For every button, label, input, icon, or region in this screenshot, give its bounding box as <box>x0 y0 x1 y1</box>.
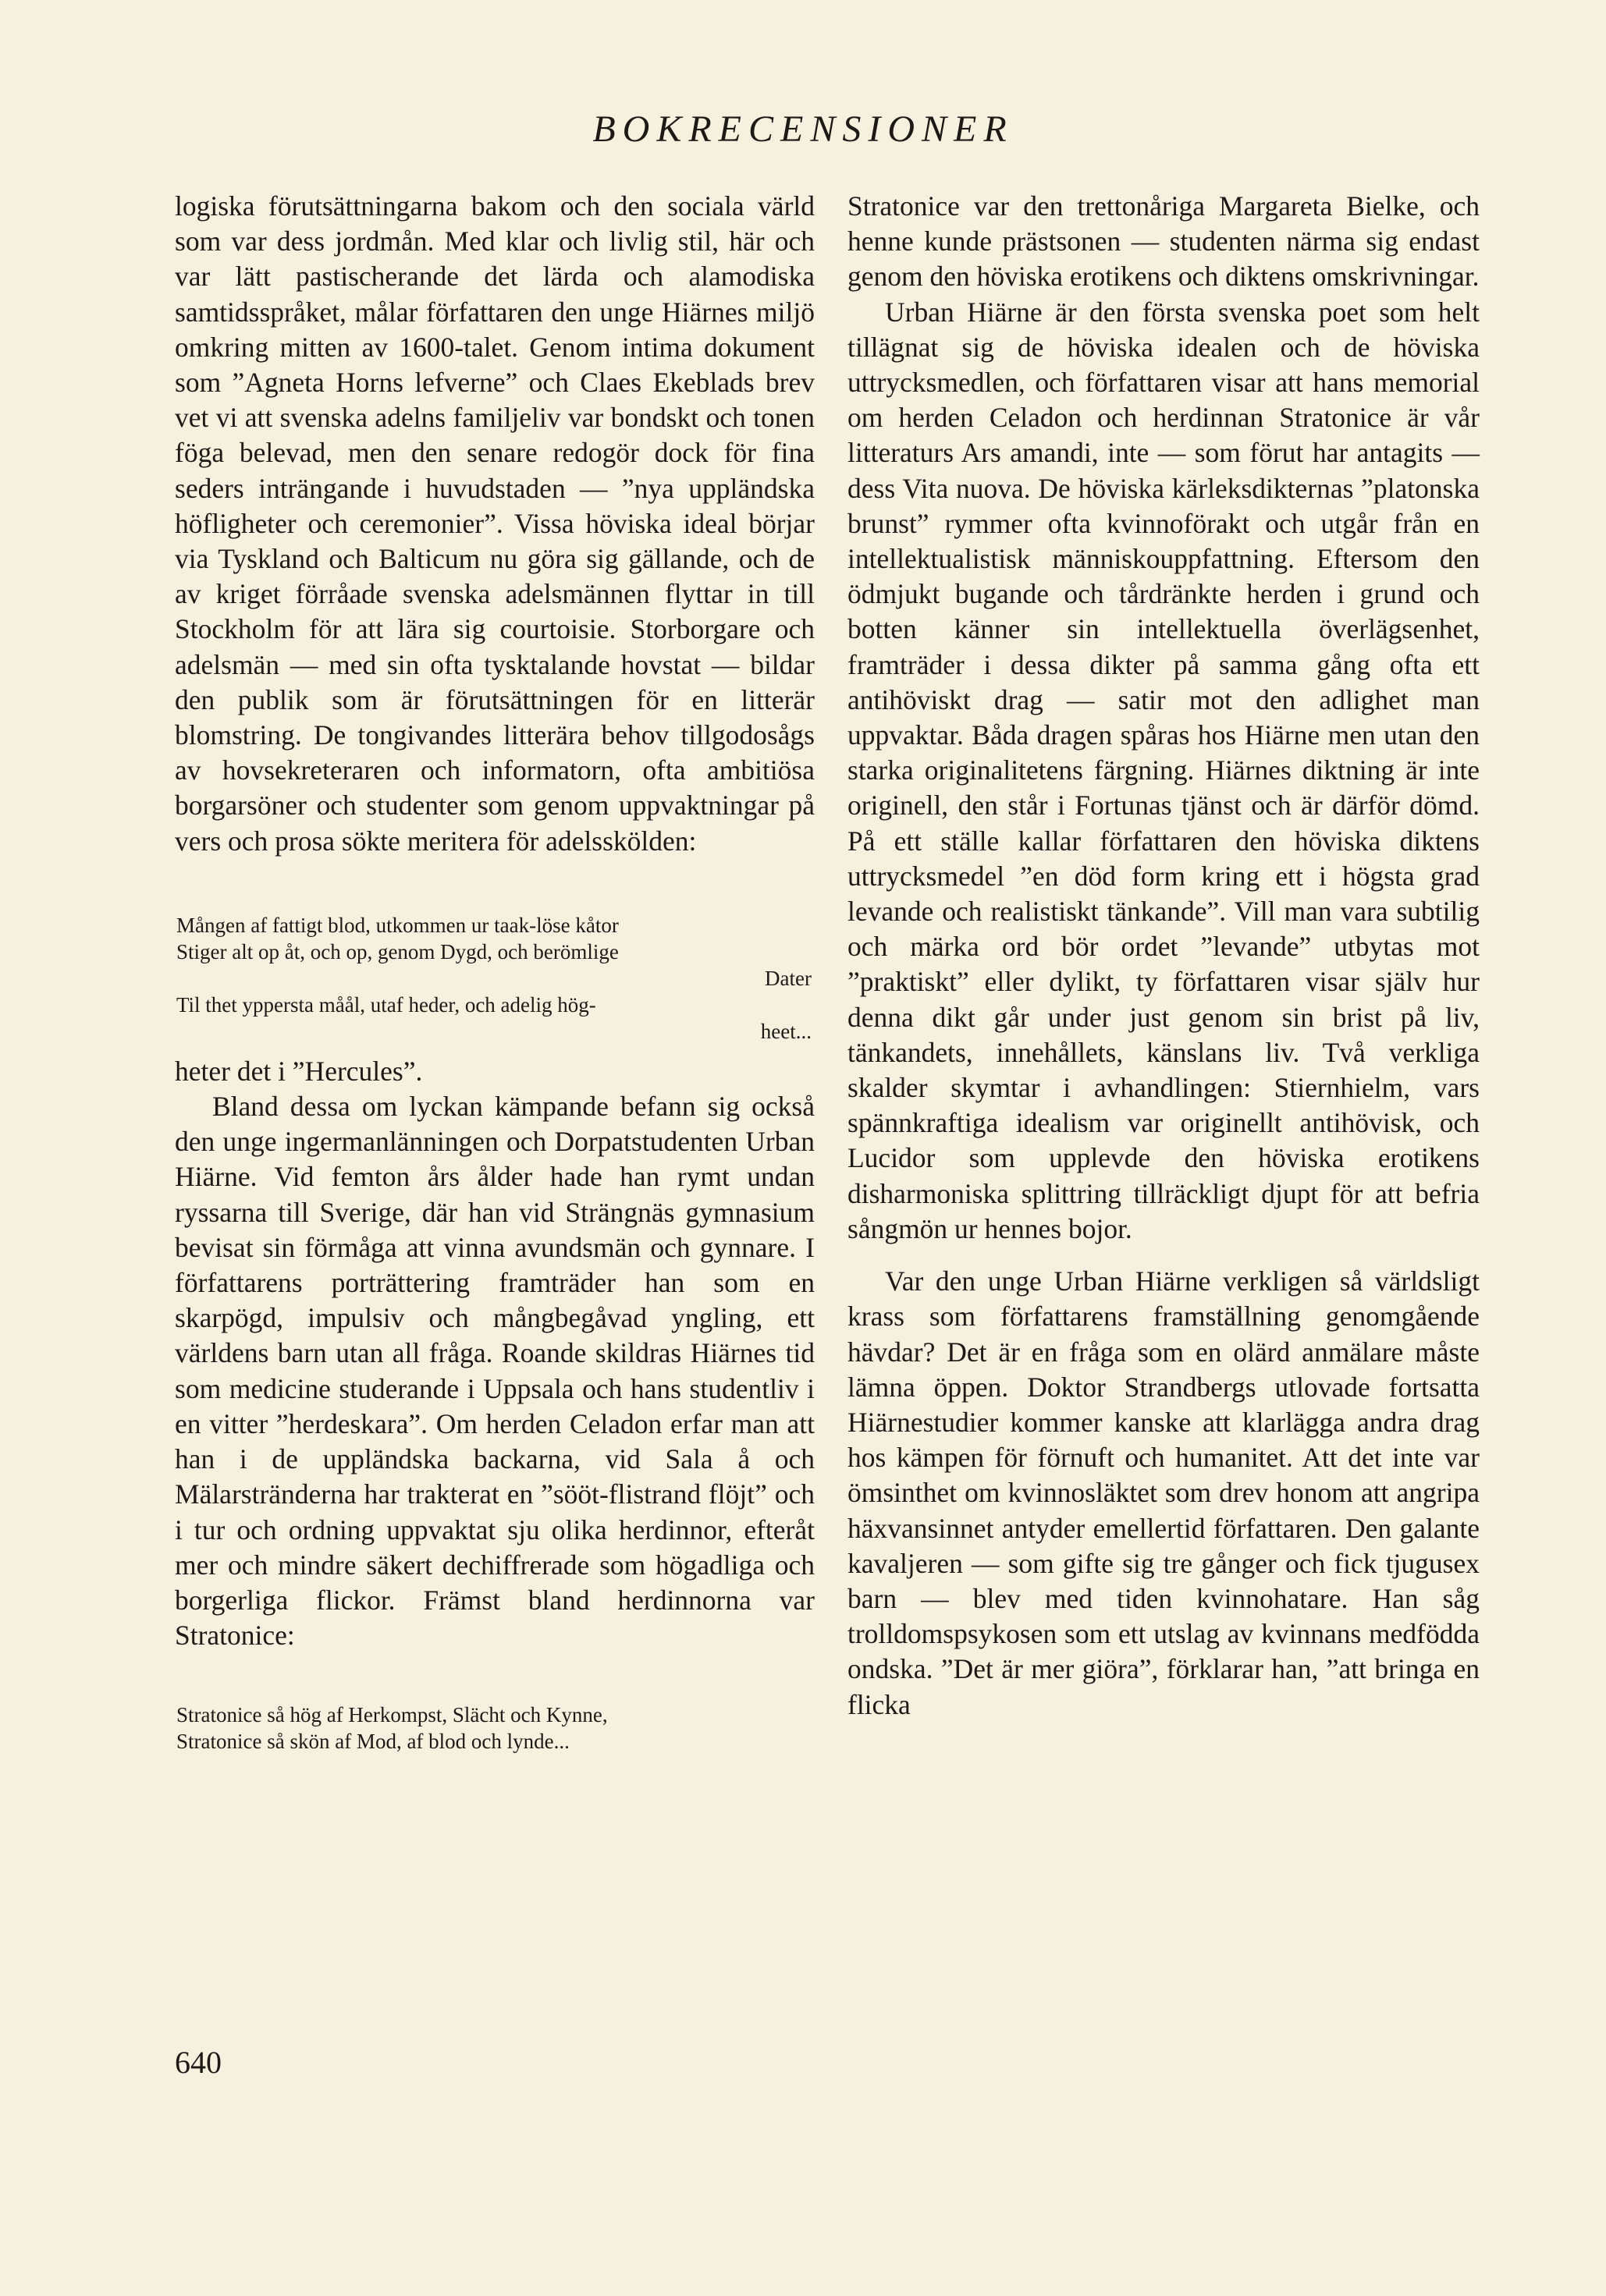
page-number: 640 <box>175 2045 222 2080</box>
paragraph: Bland dessa om lyckan kämpande befann sig också den unge ingermanlänningen och Dorpatstudenten Urban Hiärne. Vid femton års ålder hade han rymt undan ryssarna till Sverige, där han vid Strängnäs gymnasium bevisat sin förmåga att vinna avundsmän och gynnare. I författarens porträttering framträder han som en skarpögd, impulsiv och mångbegåvad yngling, ett världens barn utan all fråga. Roande skildras Hiärnes tid som medicine studerande i Uppsala och hans studentliv i en vitter ”herdeskara”. Om herden Celadon erfar man att han i de uppländska backarna, vid Sala å och Mälarstränderna har trakterat en ”sööt-flistrand flöjt” och i tur och ordning uppvaktat sju olika herdinnor, efteråt mer och mindre säkert dechiffrerade som högadliga och borgerliga flickor. Främst bland herdinnorna var Stratonice: <box>175 1091 815 1652</box>
verse-line: Mången af fattigt blod, utkommen ur taak-löse kåtor <box>176 913 619 937</box>
paragraph: Urban Hiärne är den första svenska poet som helt tillägnat sig de höviska idealen och de höviska uttrycksmedlen, och författaren visar att hans memorial om herden Celadon och herdinnan Stratonice är vår litteraturs Ars amandi, inte — som förut har antagits — dess Vita nuova. De höviska kärleksdikternas ”platonska brunst” rymmer ofta kvinnoförakt och utgår från en intellektualistisk människouppfattning. Eftersom den ödmjukt bugande och tårdränkte herden i grund och botten känner sin intellektuella överlägsenhet, framträder i dessa dikter på samma gång ofta ett antihöviskt drag — satir mot den adlighet man uppvaktar. Båda dragen spåras hos Hiärne men utan den starka originalitetens färgning. Hiärnes diktning är inte originell, den står i Fortunas tjänst och är därför dömd. På ett ställe kallar författaren den höviska diktens uttrycksmedel ”en död form kring ett i högsta grad levande och realistiskt tänkande”. Vill man vara subtilig och märka ord bör ordet ”levande” utbytas mot ”praktiskt” eller dylikt, ty författaren visar själv hur denna dikt går under just genom sin brist på liv, tänkandets, innehållets, känslans liv. Två verkliga skalder skymtar i avhandlingen: Stiernhielm, vars spännkraftiga idealism var originellt antihövisk, och Lucidor som upplevde den höviska erotikens disharmoniska splittring tillräckligt djupt för att befria sångmön ur hennes bojor. <box>847 296 1480 1244</box>
verse-line-continuation: Dater <box>765 966 812 990</box>
verse-line: Til thet yppersta måål, utaf heder, och adelig hög- <box>176 992 596 1017</box>
verse-line: Stiger alt op åt, och op, genom Dygd, och berömlige <box>176 939 619 963</box>
left-column <box>175 189 815 1764</box>
verse-line: Stratonice så hög af Herkompst, Slächt och Kynne, <box>176 1703 608 1727</box>
paragraph: logiska förutsättningarna bakom och den sociala värld som var dess jordmån. Med klar och livlig stil, här och var lätt pastischerande det lärda och alamodiska samtidsspråket, målar författaren den unge Hiärnes miljö omkring mitten av 1600-talet. Genom intima dokument som ”Agneta Horns lefverne” och Claes Ekeblads brev vet vi att svenska adelns familjeliv var bondskt och tonen föga belevad, men den senare redogör dock för fina seders inträngande i huvudstaden — ”nya uppländska höfligheter och ceremonier”. Vissa höviska ideal börjar via Tyskland och Balticum nu göra sig gällande, och de av kriget förråade svenska adelsmännen flyttar in till Stockholm för att lära sig courtoisie. Storborgare och adelsmän — med sin ofta tysktalande hovstat — bildar den publik som är förutsättningen för en litterär blomstring. De tongivandes litterära behov tillgodosågs av hovsekreteraren och informatorn, ofta ambitiösa borgarsöner och studenter som genom uppvaktningar på vers och prosa sökte meritera för adelsskölden: <box>175 190 815 857</box>
verse-line-continuation: heet... <box>760 1019 812 1043</box>
verse-line: Stratonice så skön af Mod, af blod och lynde... <box>176 1730 570 1754</box>
verse-quote <box>175 912 815 1045</box>
right-column <box>847 189 1480 1723</box>
paragraph: Var den unge Urban Hiärne verkligen så världsligt krass som författarens framställning genomgående hävdar? Det är en fråga som en olärd anmälare måste lämna öppen. Doktor Strandbergs utlovade fortsatta Hiärnestudier kommer kanske att klarlägga andra drag hos kämpen för förnuft och humanitet. Att det inte var ömsinthet om kvinnosläktet som drev honom att angripa häxvansinnet antyder emellertid författaren. Den galante kavaljeren — som gifte sig tre gånger och fick tjugusex barn — blev med tiden kvinnohatare. Han såg trolldomspsykosen som ett utslag av kvinnans medfödda ondska. ”Det är mer giöra”, förklarar han, ”att bringa en flicka <box>847 1265 1480 1720</box>
paragraph: Stratonice var den trettonåriga Margareta Bielke, och henne kunde prästsonen — studenten närma sig endast genom den höviska erotikens och diktens omskrivningar. <box>847 190 1480 293</box>
paragraph: heter det i ”Hercules”. <box>175 1055 423 1087</box>
running-header: BOKRECENSIONER <box>592 108 1014 150</box>
verse-quote <box>175 1702 815 1755</box>
